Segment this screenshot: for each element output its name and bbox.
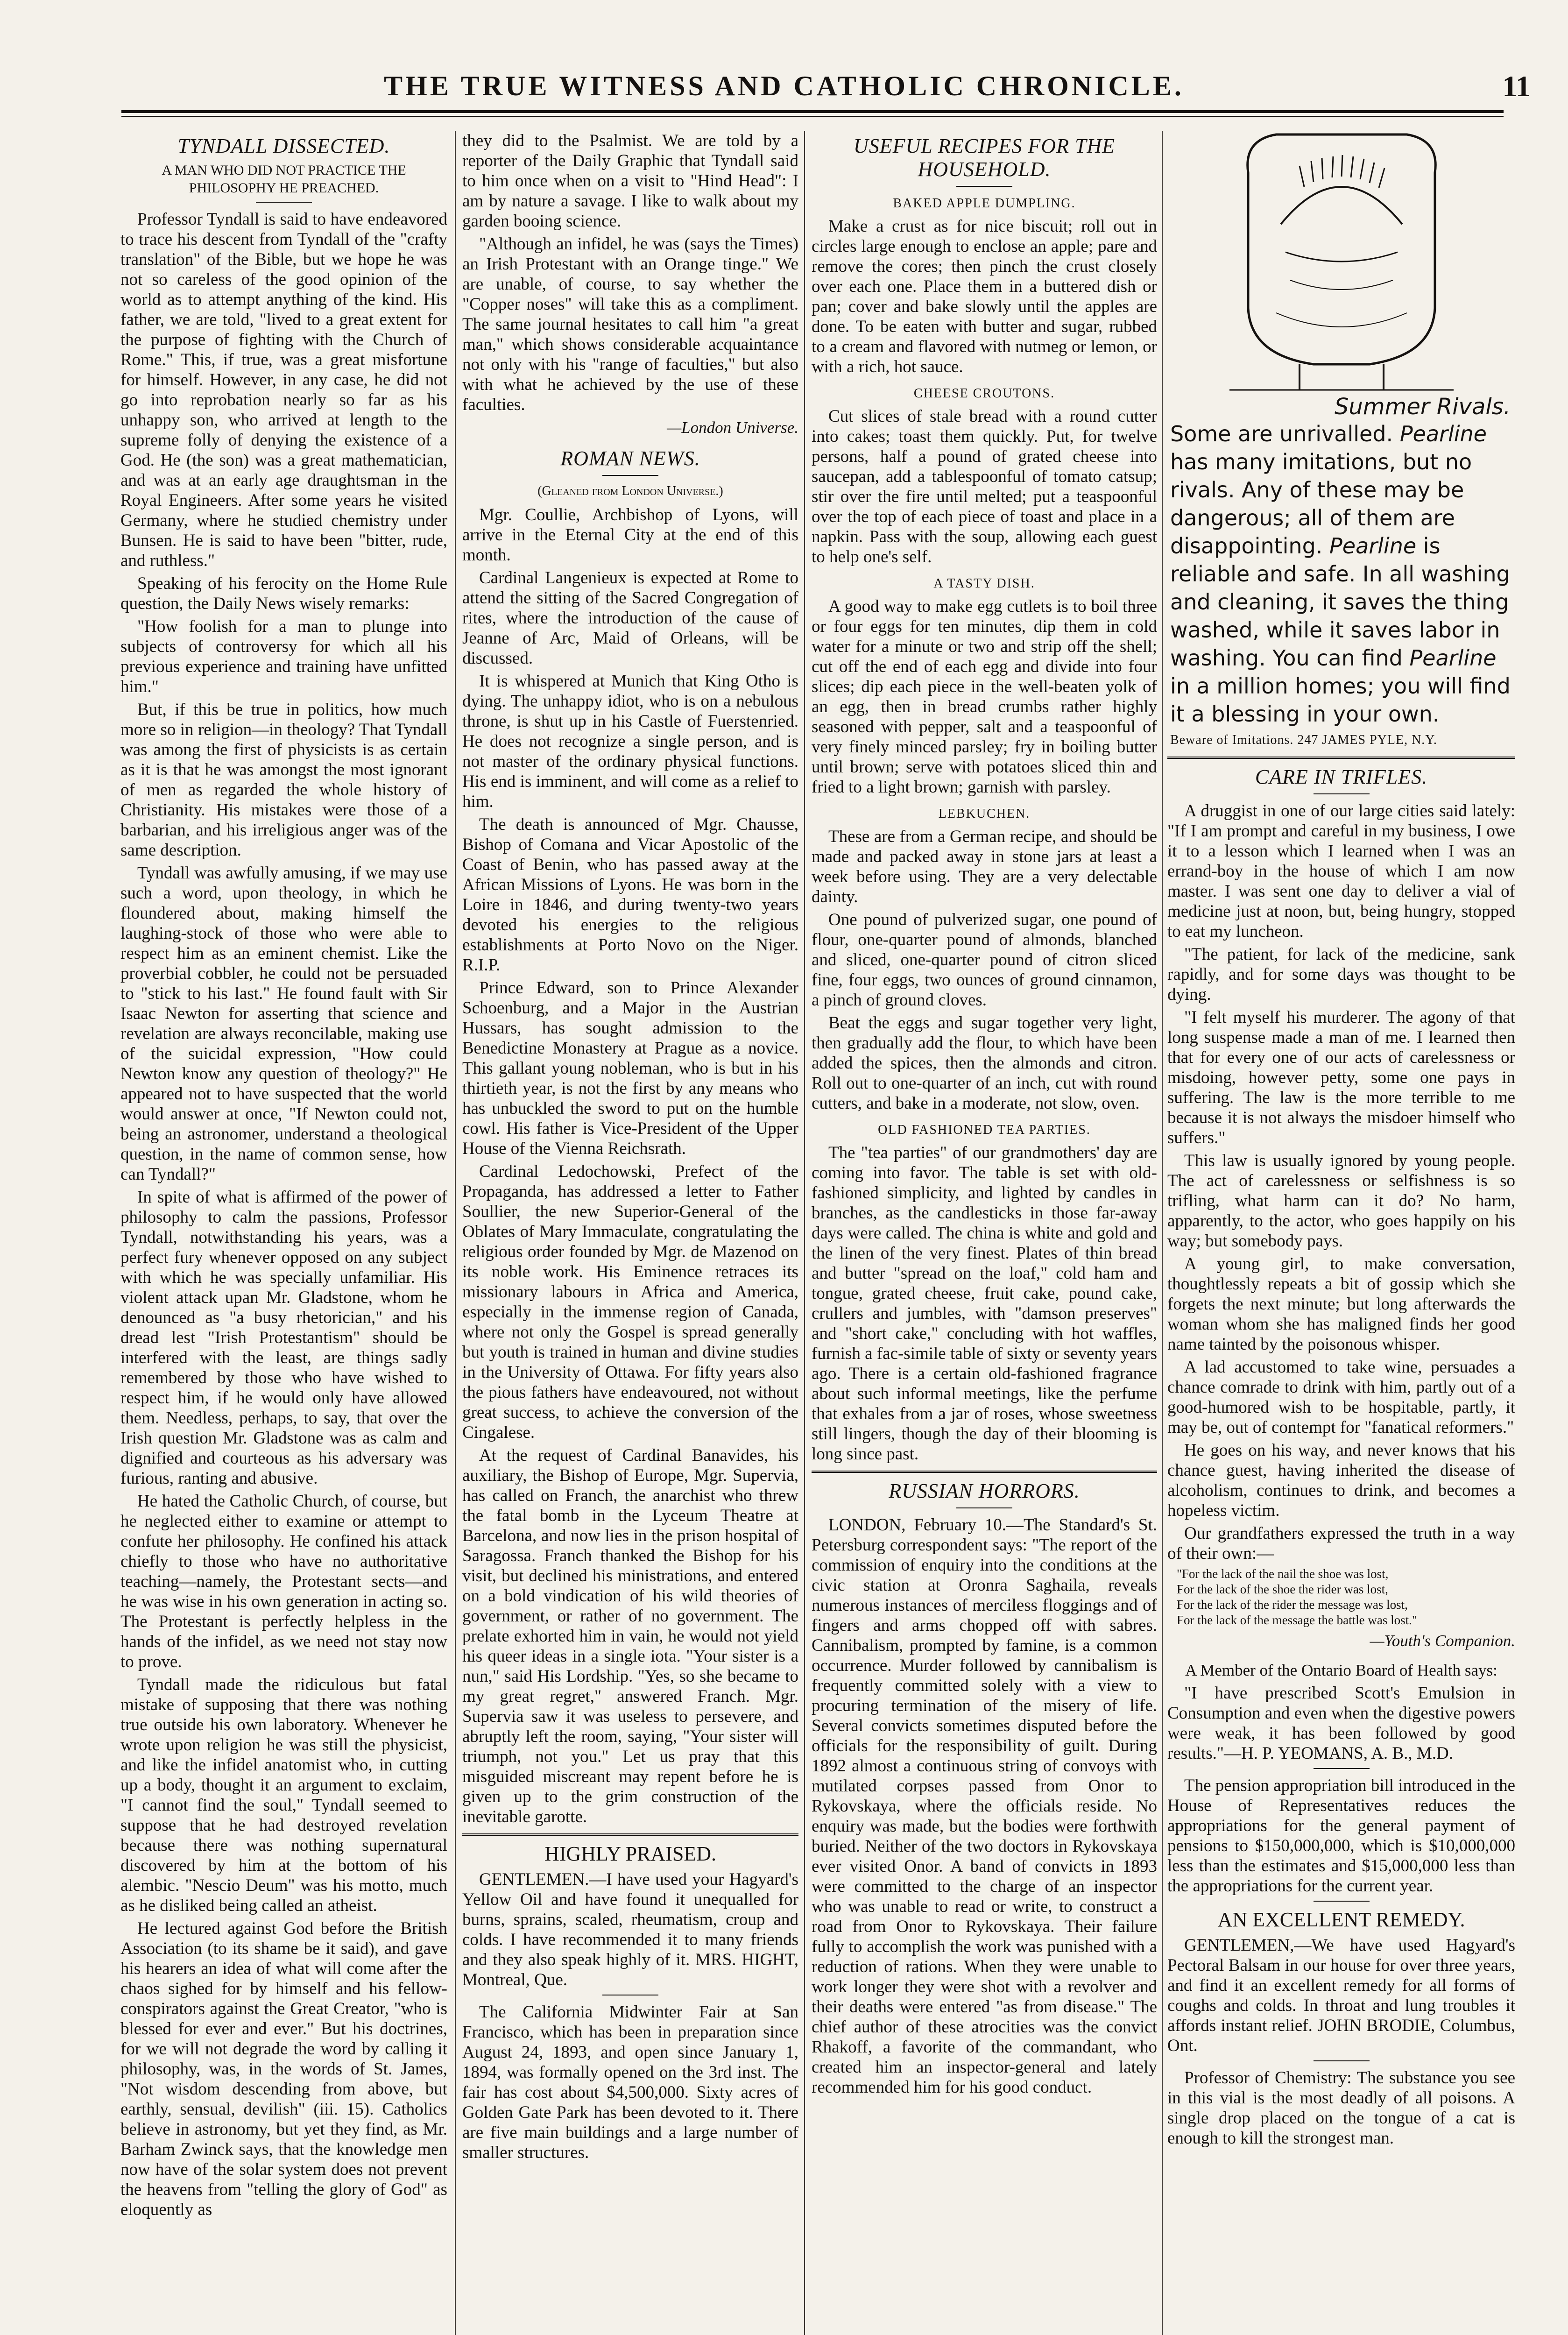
separator [956, 1507, 1012, 1508]
article-paragraph: Professor of Chemistry: The substance you see in this vial is the most deadly of all poisons. A single drop placed on the tongue of a cat is enough to kill the strongest man. [1167, 2068, 1515, 2148]
page-number: 11 [1502, 70, 1531, 103]
column-4 [1167, 131, 1515, 2335]
recipe-title: OLD FASHIONED TEA PARTIES. [878, 1123, 1091, 1137]
poem-line: For the lack of the rider the message was lost, [1177, 1598, 1408, 1612]
article-paragraph: This law is usually ignored by young people. The act of carelessness or selfishness is so trifling, what harm can it do? No harm, apparently, to the actor, who goes happily on his way; but somebody pays. [1167, 1151, 1515, 1251]
article-paragraph: Prince Edward, son to Prince Alexander Schoenburg, and a Major in the Austrian Hussars, has sought admission to the Benedictine Monastery at Prague as a novice. This gallant young nobleman, who is but in his thirtieth year, is not the first by any means who has unbuckled the sword to put on the humble cowl. His father is Vice-President of the Upper House of the Vienna Reichsrath. [462, 978, 798, 1158]
advertisement-text: "I have prescribed Scott's Emulsion in Consumption and even when the digestive powers were weak, it has been followed by good results."—H. P. YEOMANS, A. B., M.D. [1167, 1684, 1515, 1763]
separator [602, 475, 658, 476]
article-paragraph: Speaking of his ferocity on the Home Rule question, the Daily News wisely remarks: [120, 574, 447, 613]
recipe-text: A good way to make egg cutlets is to boil three or four eggs for ten minutes, dip them in cold water for a minute or two and strip off the shell; cut off the end of each egg and divide into four slices; dip each piece in the well-beaten yolk of an egg, then in bread crumbs rather highly seasoned with pepper, salt and a teaspoonful of very finely minced parsley; fry in boiling butter until brown; serve with potatoes sliced thin and fried to a light brown; garnish with parsley. [812, 597, 1157, 797]
recipe-title: LEBKUCHEN. [938, 807, 1031, 821]
ad-body: Some are unrivalled. Pearline has many imitations, but no rivals. Any of these may be dangerous; all of them are disappointing. Pearline is reliable and safe. In all washing and cleaning, it saves the thing washed, while it saves labor in washing. You can find Pearline in a million homes; you will find it a blessing in your own. [1170, 421, 1511, 727]
recipe-title: BAKED APPLE DUMPLING. [893, 196, 1076, 211]
article-paragraph: A young girl, to make conversation, thoughtlessly repeats a bit of gossip which she forgets the next minute; but long afterwards the woman whom she has maligned finds her good name tainted by the poisonous whisper. [1167, 1254, 1515, 1354]
column-divider [804, 131, 805, 2335]
recipe-text: Cut slices of stale bread with a round cutter into cakes; toast them quickly. Put, for twelve persons, half a pound of grated cheese into saucepan, add a tablespoonful of tomato catsup; stir over the fire until melted; put a teaspoonful over the top of each piece of toast and place in a napkin. Pass with the soup, allowing each guest to help one's self. [812, 407, 1157, 566]
article-paragraph: "The patient, for lack of the medicine, sank rapidly, and for some days was thought to be dying. [1167, 945, 1515, 1004]
article-headline: TYNDALL DISSECTED. [177, 134, 390, 157]
article-headline: HIGHLY PRAISED. [544, 1842, 716, 1865]
article-paragraph: "Although an infidel, he was (says the Times) an Irish Protestant with an Orange tinge." We are unable, of course, to say whether the "Copper noses" will take this as a compliment. The same journal hesitates to call him "a great man," which shows considerable acquaintance not only with his "range of faculties," but also with what he achieved by the use of these faculties. [462, 234, 798, 414]
recipe-text: One pound of pulverized sugar, one pound of flour, one-quarter pound of almonds, blanched and sliced, one-quarter pound of citron sliced fine, four eggs, two ounces of ground cinnamon, a pinch of ground cloves. [812, 910, 1157, 1010]
article-paragraph: It is whispered at Munich that King Otho is dying. The unhappy idiot, who is on a nebulous throne, is shut up in his Castle of Fuerstenried. He does not recognize a single person, and is not master of the ordinary physical functions. His end is imminent, and will come as a relief to him. [462, 672, 798, 811]
recipe-text: These are from a German recipe, and should be made and packed away in stone jars at least a week before using. They are a very delectable dainty. [812, 827, 1157, 906]
poem-line: "For the lack of the nail the shoe was lost, [1177, 1567, 1389, 1581]
recipe-title: CHEESE CROUTONS. [913, 386, 1055, 401]
article-headline: AN EXCELLENT REMEDY. [1217, 1908, 1465, 1931]
article-paragraph: A druggist in one of our large cities said lately: "If I am prompt and careful in my business, I owe it to a lesson which I learned when I was an errand-boy in the house of which I am now master. I was sent one day to deliver a vial of medicine just at noon, but, being hungry, stopped to eat my luncheon. [1167, 801, 1515, 941]
separator [1314, 793, 1370, 794]
header-rule-thin [121, 116, 1504, 117]
separator [1314, 1901, 1370, 1902]
ad-footer: Beware of Imitations. 247 JAMES PYLE, N.Y. [1170, 733, 1437, 747]
article-headline: CARE IN TRIFLES. [1255, 765, 1428, 788]
recipe-text: Make a crust as for nice biscuit; roll out in circles large enough to enclose an apple; pare and remove the cores; then pinch the crust closely over each one. Place them in a buttered dish or pan; cover and bake slowly until the apples are done. To be eaten with butter and sugar, rubbed to a cream and flavored with nutmeg or lemon, or with a rich, hot sauce. [812, 217, 1157, 376]
masthead-title: THE TRUE WITNESS AND CATHOLIC CHRONICLE. [384, 71, 1184, 101]
advertisement-text: GENTLEMEN,—We have used Hagyard's Pectoral Balsam in our house for over three years, and find it an excellent remedy for all forms of coughs and colds. In throat and lung troubles it affords instant relief. JOHN BRODIE, Columbus, Ont. [1167, 1936, 1515, 2055]
article-paragraph: He goes on his way, and never knows that his chance guest, having inherited the disease of alcoholism, continues to drink, and becomes a hopeless victim. [1167, 1441, 1515, 1520]
separator [462, 1833, 798, 1836]
header-rule [121, 110, 1504, 113]
recipe-title: A TASTY DISH. [933, 576, 1035, 591]
article-paragraph: At the request of Cardinal Banavides, his auxiliary, the Bishop of Europe, Mgr. Supervia, has called on Franch, the anarchist who threw the fatal bomb in the Lyceum Theatre at Barcelona, and now lies in the prison hospital of Saragossa. Franch thanked the Bishop for his visit, but declined his ministrations, and entered on a bold vindication of his wild theories of government, or rather of no government. The prelate exhorted him in vain, he would not yield his queer ideas in a single iota. "Your sister is a nun," said His Lordship. "Yes, so she became to my great regret," answered Franch. Mgr. Supervia saw it was useless to persevere, and abruptly left the room, saying, "Your sister will triumph, not you." Let us pray that this misguided miscreant may repent before he is given up to the grim construction of the inevitable garotte. [462, 1446, 798, 1826]
article-paragraph: LONDON, February 10.—The Standard's St. Petersburg correspondent says: "The report of the commission of enquiry into the conditions at the civic station at Oronra Saghaila, reveals numerous instances of merciless floggings and of fingers and arms chopped off with sabres. Cannibalism, prompted by famine, is a common occurrence. Murder followed by cannibalism is frequently committed solely with a view to procuring termination of the misery of life. Several convicts sometimes disputed before the officials for the responsibility of guilt. During 1892 almost a continuous string of convoys with mutilated corpses passed from Onor to Rykovskaya, where the officials reside. No enquiry was made, but the bodies were forthwith buried. Neither of the two doctors in Rykovskaya ever visited Onor. A band of convicts in 1893 were committed to the charge of an inspector who was unable to read or write, to construct a road from Onor to Rykovskaya. Their failure fully to accomplish the work was punished with a reduction of rations. When they were unable to work longer they were shot with a revolver and their deaths were entered "as from disease." The chief author of these atrocities was the convict Rhakoff, a favorite of the commandant, who created him an inspector-general and lately recommended him for his good conduct. [812, 1515, 1157, 2097]
poem-line: For the lack of the message the battle was lost." [1177, 1613, 1417, 1627]
article-paragraph: Mgr. Coullie, Archbishop of Lyons, will arrive in the Eternal City at the end of this month. [462, 505, 798, 565]
article-paragraph: Cardinal Ledochowski, Prefect of the Propaganda, has addressed a letter to Father Soullier, the new Superior-General of the Oblates of Mary Immaculate, congratulating the religious order founded by Mgr. de Mazenod on its noble work. His Eminence retraces its missionary labours in Africa and America, especially in the immense region of Canada, where not only the Gospel is spread generally but youth is trained in human and divine studies in the University of Ottawa. For fifty years also the pious fathers have endeavoured, not without great success, to achieve the conversion of the Cingalese. [462, 1162, 798, 1442]
article-source: —Youth's Companion. [1370, 1632, 1515, 1650]
column-divider [1162, 131, 1163, 2335]
column-2 [462, 131, 798, 2335]
separator [1314, 2060, 1370, 2061]
article-paragraph: "I felt myself his murderer. The agony of that long suspense made a man of me. I learned then that for every one of our acts of carelessness or misdoing, however petty, some one pays in suffering. The law is the more terrible to me because it is not always the misdoer himself who suffers." [1167, 1008, 1515, 1147]
article-paragraph: Our grandfathers expressed the truth in a way of their own:— [1167, 1524, 1515, 1563]
article-headline: RUSSIAN HORRORS. [889, 1479, 1080, 1502]
poem-line: For the lack of the shoe the rider was lost, [1177, 1582, 1388, 1596]
article-paragraph: Tyndall was awfully amusing, if we may use such a word, upon theology, in which he floundered about, making himself the laughing-stock of those who were able to respect him as an eminent chemist. Like the proverbial cobbler, he could not be persuaded to "stick to his last." He found fault with Sir Isaac Newton for asserting that science and revelation are always reconcilable, making use of the suicidal expression, "How could Newton know any question of theology?" He appeared not to have suspected that the world would answer at once, "If Newton could not, being an astronomer, understand a theological question, in the name of common sense, how can Tyndall?" [120, 863, 447, 1184]
ad-headline: A Member of the Ontario Board of Health says: [1185, 1661, 1497, 1679]
article-headline: USEFUL RECIPES FOR THE HOUSEHOLD. [853, 134, 1116, 181]
article-paragraph: He hated the Catholic Church, of course, but he neglected either to examine or attempt to confute her philosophy. He confined his attack chiefly to those who have no authoritative teaching—namely, the Protestant sects—and he was wise in his own generation in acting so. The Protestant is perfectly helpless in the hands of the infidel, as we need not stay now to prove. [120, 1492, 447, 1671]
article-headline: ROMAN NEWS. [560, 447, 700, 470]
article-source: —London Universe. [667, 418, 798, 437]
article-paragraph: Tyndall made the ridiculous but fatal mistake of supposing that there was nothing true outside his own laboratory. Whenever he wrote upon religion he was still the physicist, and like the infidel anatomist who, in cutting up a body, thought it an argument to exclaim, "I cannot find the soul," Tyndall seemed to suppose that he had destroyed revelation because there was nothing supernatural discovered by him at the bottom of his alembic. "Nescio Deum" was his motto, much as he disliked being called an atheist. [120, 1675, 447, 1915]
article-paragraph: The California Midwinter Fair at San Francisco, which has been in preparation since August 24, 1893, and open since January 1, 1894, was formally opened on the 3rd inst. The fair has cost about $4,500,000. Sixty acres of Golden Gate Park has been devoted to it. There are five main buildings and a large number of smaller structures. [462, 2002, 798, 2162]
article-paragraph: they did to the Psalmist. We are told by a reporter of the Daily Graphic that Tyndall said to him once when on a visit to "Hind Head": I am by nature a savage. I like to walk about my garden booing science. [462, 131, 798, 231]
article-paragraph: In spite of what is affirmed of the power of philosophy to calm the passions, Professor Tyndall, notwithstanding his years, was a perfect fury whenever opposed on any subject with which he was specially unfamiliar. His violent attack upan Mr. Gladstone, whom he denounced as "a busy rhetorician," and his dread lest "Irish Protestantism" should be interfered with the least, are things sadly remembered by those who have wished to respect him, if he would only have allowed them. Needless, perhaps, to say, that over the Irish question Mr. Gladstone was as calm and dignified and courteous as his adversary was furious, ranting and abusive. [120, 1188, 447, 1488]
separator [956, 186, 1012, 187]
article-paragraph: The death is announced of Mgr. Chausse, Bishop of Comana and Vicar Apostolic of the Coast of Benin, who has passed away at the African Missions of Lyons. He was born in the Loire in 1846, and during twenty-two years devoted his energies to the religious establishments at Porto Novo on the Niger. R.I.P. [462, 815, 798, 975]
masthead [0, 0, 1568, 117]
separator [1314, 1768, 1370, 1769]
article-subhead: (Gleaned from London Universe.) [537, 484, 723, 498]
separator [812, 1471, 1157, 1473]
article-paragraph: Professor Tyndall is said to have endeavored to trace his descent from Tyndall of the "crafty translation" of the Bible, but we hope he was not so careless of the good opinion of the world as to attempt anything of the kind. His father, we are told, "lived to a great extent for the purpose of fighting with the Church of Rome." This, if true, was a great misfortune for himself. However, in any case, he did not go into reprobation nearly so far as his unhappy son, who arrived at length to the supreme folly of denying the existence of a God. He (the son) was a great mathematician, and was at an early age draughtsman in the Royal Engineers. After some years he visited Germany, where he studied chemistry under Bunsen. He is said to have been "bitter, rude, and ruthless." [120, 210, 447, 570]
separator [1167, 757, 1515, 759]
article-paragraph: But, if this be true in politics, how much more so in religion—in theology? That Tyndall was among the first of physicists is as certain as it is that he was amongst the most ignorant of men as regarded the whole history of Christianity. His mistakes were those of a barbarian, and his irreligious anger was of the same description. [120, 700, 447, 860]
recipe-text: The "tea parties" of our grandmothers' day are coming into favor. The table is set with old-fashioned simplicity, and lighted by candles in branches, as the candlesticks in those far-away days were called. The china is white and gold and the linen of the very finest. Plates of thin bread and butter "spread on the loaf," cold ham and tongue, grated cheese, fruit cake, pound cake, crullers and jumbles, with "damson preserves" and "short cake," concluding with hot waffles, furnish a fac-simile table of sixty or seventy years ago. There is a certain old-fashioned fragrance about such informal meetings, like the perfume that exhales from a jar of roses, whose sweetness still lingers, though the day of their blooming is long since past. [812, 1143, 1157, 1464]
separator [256, 202, 312, 203]
advertisement-text: GENTLEMEN.—I have used your Hagyard's Yellow Oil and have found it unequalled for burns, sprains, scaled, rheumatism, croup and colds. I have recommended it to many friends and they also speak highly of it. MRS. HIGHT, Montreal, Que. [462, 1870, 798, 1989]
recipe-text: Beat the eggs and sugar together very light, then gradually add the flour, to which have been added the spices, then the almonds and citron. Roll out to one-quarter of an inch, cut with round cutters, and bake in a moderate, not slow, oven. [812, 1013, 1157, 1113]
article-paragraph: He lectured against God before the British Association (to its shame be it said), and gave his hearers an idea of what will come after the chaos sighed for by himself and his fellow-conspirators against the Great Creator, "who is blessed for ever and ever." But his doctrines, for we will not degrade the word by calling it philosophy, was, in the words of St. James, "Not wisdom descending from above, but earthly, sensual, devilish" (iii. 15). Catholics believe in astronomy, but yet they find, as Mr. Barham Zwinck says, that the knowledge men now have of the solar system does not prevent the heavens from "telling the glory of God" as eloquently as [120, 1919, 447, 2219]
ad-tagline: Summer Rivals. [1334, 394, 1511, 420]
article-paragraph: A lad accustomed to take wine, persuades a chance comrade to drink with him, partly out of a good-humored wish to be hospitable, partly, it may be, out of contempt for "fanatical reformers." [1167, 1358, 1515, 1437]
column-divider [455, 131, 456, 2335]
column-1 [120, 131, 447, 2335]
article-subhead: A MAN WHO DID NOT PRACTICE THE PHILOSOPHY HE PREACHED. [162, 163, 406, 196]
article-paragraph: The pension appropriation bill introduced in the House of Representatives reduces the appropriations for the general payment of pensions to $150,000,000, which is $10,000,000 less than the estimates and $15,000,000 less than the appropriations for the current year. [1167, 1776, 1515, 1896]
poem [1177, 1566, 1506, 1628]
column-3 [812, 131, 1157, 2335]
article-paragraph: Cardinal Langenieux is expected at Rome to attend the sitting of the Sacred Congregation of rites, where the introduction of the cause of Jeanne of Arc, Maid of Orleans, will be discussed. [462, 568, 798, 668]
bald-head-illustration [1220, 131, 1463, 392]
article-quote: "How foolish for a man to plunge into subjects of controversy for which all his previous experience and training have unfitted him." [120, 617, 447, 696]
